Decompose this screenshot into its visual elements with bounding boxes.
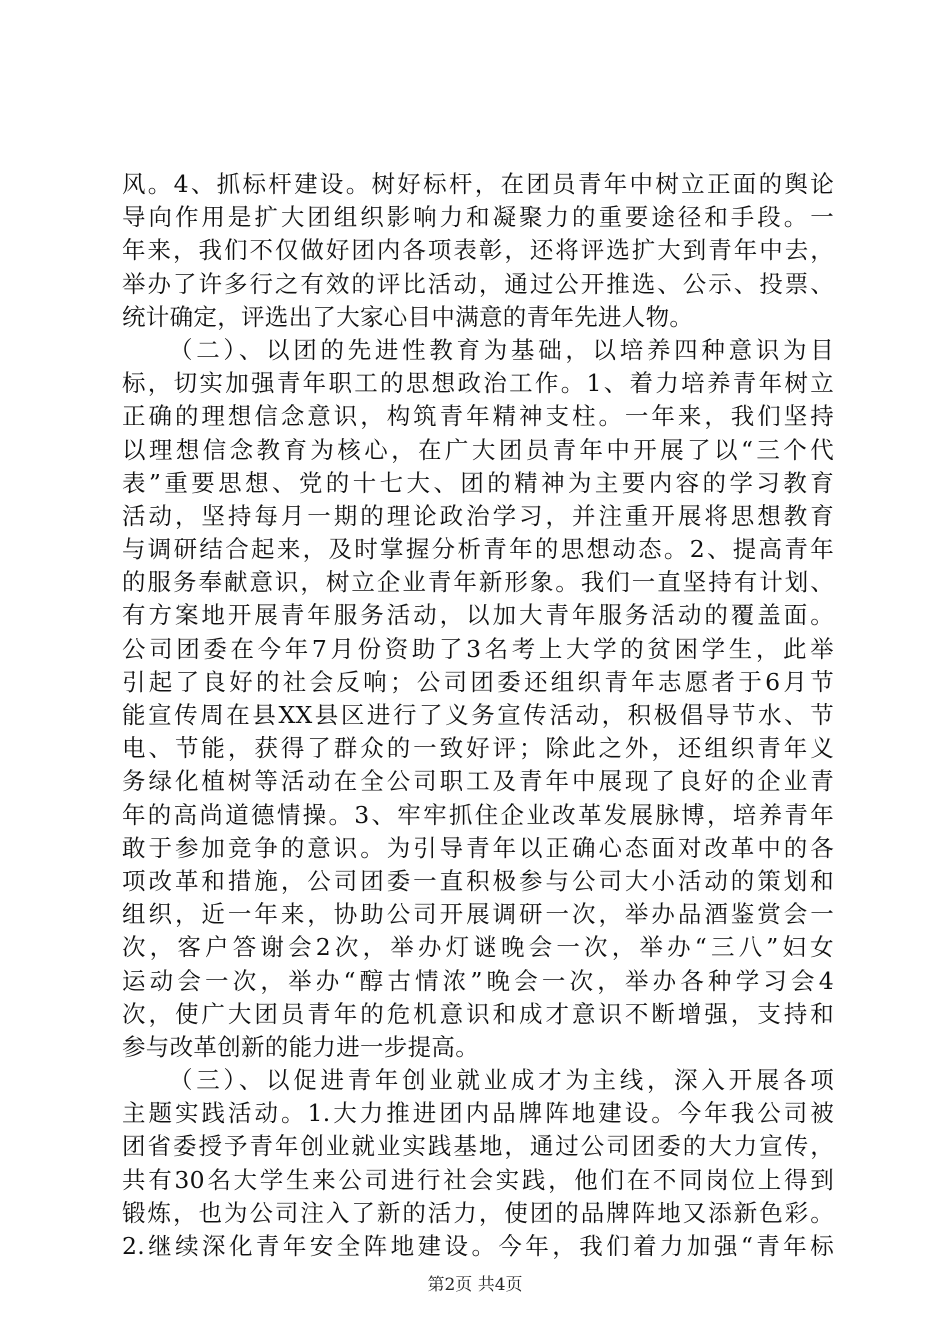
text-line: 2.继续深化青年安全阵地建设。今年，我们着力加强“青年标	[122, 1232, 834, 1260]
text-line: 导向作用是扩大团组织影响力和凝聚力的重要途径和手段。一	[122, 203, 834, 232]
text-line: 有方案地开展青年服务活动，以加大青年服务活动的覆盖面。	[122, 601, 834, 630]
text-line: 次，使广大团员青年的危机意识和成才意识不断增强，支持和	[122, 999, 834, 1028]
text-line: 参与改革创新的能力进一步提高。	[122, 1032, 479, 1061]
text-line: 表”重要思想、党的十七大、团的精神为主要内容的学习教育	[122, 468, 834, 497]
text-line: 年的高尚道德情操。3、牢牢抓住企业改革发展脉博，培养青年	[122, 800, 834, 829]
text-line: 敢于参加竞争的意识。为引导青年以正确心态面对改革中的各	[122, 833, 834, 862]
text-line: 项改革和措施，公司团委一直积极参与公司大小活动的策划和	[122, 866, 834, 895]
section-heading-line: （三）、以促进青年创业就业成才为主线，深入开展各项	[169, 1066, 834, 1095]
section-heading-line: （二）、以团的先进性教育为基础，以培养四种意识为目	[169, 335, 834, 364]
text-line: 组织，近一年来，协助公司开展调研一次，举办品酒鉴赏会一	[122, 900, 834, 929]
text-line: 统计确定，评选出了大家心目中满意的青年先进人物。	[122, 302, 694, 331]
text-line: 活动，坚持每月一期的理论政治学习，并注重开展将思想教育	[122, 501, 834, 530]
body-text	[122, 168, 834, 1263]
page-number-footer: 第2页 共4页	[427, 1275, 523, 1295]
text-line: 运动会一次，举办“醇古情浓”晚会一次，举办各种学习会4	[122, 966, 834, 995]
text-line: 电、节能，获得了群众的一致好评；除此之外，还组织青年义	[122, 734, 834, 763]
text-line: 与调研结合起来，及时掌握分析青年的思想动态。2、提高青年	[122, 535, 834, 564]
text-line: 次，客户答谢会2次，举办灯谜晚会一次，举办“三八”妇女	[122, 933, 834, 962]
text-line: 以理想信念教育为核心，在广大团员青年中开展了以“三个代	[122, 435, 834, 464]
text-line: 举办了许多行之有效的评比活动，通过公开推选、公示、投票、	[122, 269, 834, 298]
text-line: 引起了良好的社会反响；公司团委还组织青年志愿者于6月节	[122, 667, 834, 696]
text-line: 能宣传周在县XX县区进行了义务宣传活动，积极倡导节水、节	[122, 701, 834, 729]
text-line: 务绿化植树等活动在全公司职工及青年中展现了良好的企业青	[122, 767, 834, 796]
text-line: 风。4、抓标杆建设。树好标杆，在团员青年中树立正面的舆论	[122, 170, 834, 198]
text-line: 团省委授予青年创业就业实践基地，通过公司团委的大力宣传，	[122, 1132, 834, 1161]
text-line: 共有30名大学生来公司进行社会实践，他们在不同岗位上得到	[122, 1165, 834, 1194]
text-line: 的服务奉献意识，树立企业青年新形象。我们一直坚持有计划、	[122, 568, 834, 597]
text-line: 主题实践活动。1.大力推进团内品牌阵地建设。今年我公司被	[122, 1099, 834, 1128]
text-line: 正确的理想信念意识，构筑青年精神支柱。一年来，我们坚持	[122, 402, 834, 431]
text-line: 年来，我们不仅做好团内各项表彰，还将评选扩大到青年中去，	[122, 236, 834, 265]
text-line: 公司团委在今年7月份资助了3名考上大学的贫困学生，此举	[122, 634, 834, 663]
text-line: 标，切实加强青年职工的思想政治工作。1、着力培养青年树立	[122, 369, 834, 398]
text-line: 锻炼，也为公司注入了新的活力，使团的品牌阵地又添新色彩。	[122, 1198, 834, 1227]
